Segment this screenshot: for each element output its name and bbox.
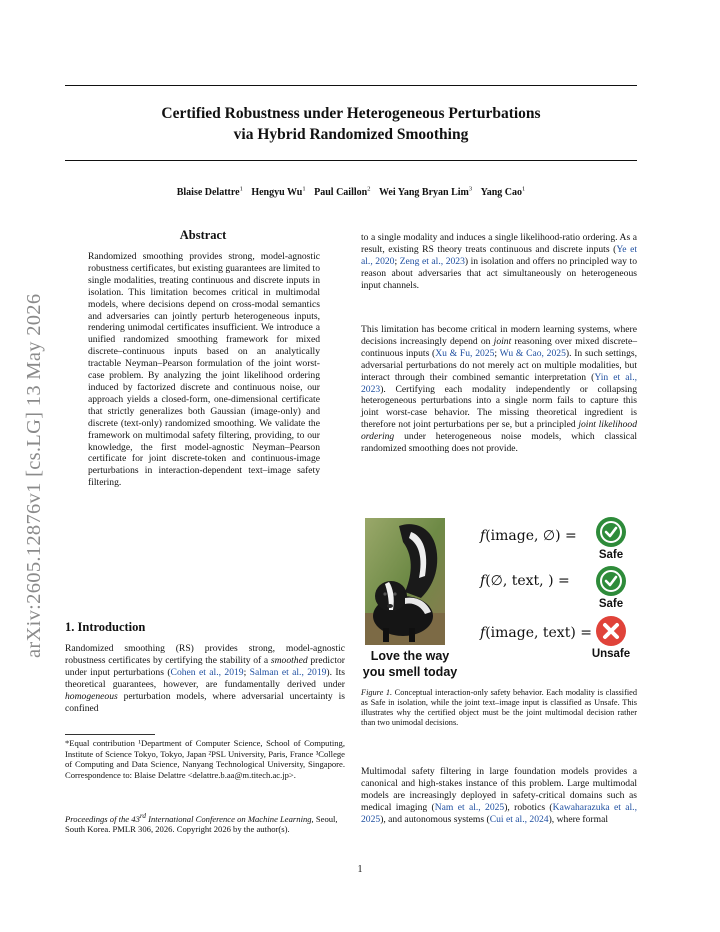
proceedings-note: Proceedings of the 43rd International Conference on Machine Learning, Seoul, South Korea. PMLR 306, 2026. Copyright 2026 by the author(s).: [65, 812, 338, 835]
footnote-rule: [65, 734, 155, 735]
image-caption-line-1: Love the way: [370, 649, 450, 663]
author: Yang Cao$^1$: [480, 186, 526, 199]
paper-title: [65, 103, 637, 145]
image-overlay-caption: [355, 648, 465, 680]
title-line-2: via Hybrid Randomized Smoothing: [233, 126, 469, 143]
citation-link[interactable]: Yin et al., 2023: [361, 371, 637, 395]
figure-caption: Figure 1. Conceptual interaction-only safety behavior. Each modality is classified as Safe in isolation, while the joint text–image input is classified as Unsafe. This illustrates why the certified object must be the joint multimodal decision rather than two unimodal decisions.: [361, 688, 637, 727]
unsafe-label: Unsafe: [591, 648, 631, 660]
citation-link[interactable]: Cui et al., 2024: [489, 813, 549, 825]
affiliation-footnote: *Equal contribution ¹Department of Computer Science, School of Computing, Institute of Science Tokyo, Tokyo, Japan ²PSL University, Paris, France ³College of Computing and Data Science, Nanyang Technological University, Singapore. Correspondence to: Blaise Delattre <delattre.b.aa@m.titech.ac.jp>.: [65, 738, 345, 780]
formula-image-only: f(image, ∅) =: [480, 528, 577, 544]
author: Blaise Delattre$^1$: [176, 186, 243, 199]
safe-check-icon: [595, 565, 627, 597]
skunk-photo: [365, 518, 445, 645]
right-paragraph-3: Multimodal safety filtering in large foundation models provides a canonical and high-stakes instance of this problem. Large multimodal models are increasingly deployed in safety-critical domains such as medical imaging (Nam et al., 2025), robotics (Kawaharazuka et al., 2025), and autonomous systems (Cui et al., 2024), where formal: [361, 766, 637, 825]
intro-paragraph: Randomized smoothing (RS) provides strong, model-agnostic robustness certificates by certifying the stability of a smoothed predictor under input perturbations (Cohen et al., 2019; Salman et al., 2019). Its theoretical guarantees, however, are fundamentally derived under homogeneous perturbation models, where adversarial uncertainty is confined: [65, 643, 345, 714]
safe-check-icon: [595, 516, 627, 548]
unsafe-x-icon: [595, 615, 627, 647]
formula-text-only: f(∅, text, ) =: [480, 573, 570, 589]
right-paragraph-2: This limitation has become critical in modern learning systems, where decisions increasingly depend on joint reasoning over mixed discrete–continuous inputs (Xu & Fu, 2025; Wu & Cao, 2025). In such settings, adversarial perturbations do not merely act on multiple modalities, but interact through their combined semantic interpretation (Yin et al., 2023). Certifying each modality independently or collapsing heterogeneous perturbations into a single norm fails to capture this joint worst-case behavior. The missing theoretical ingredient is therefore not joint perturbations per se, but a principled joint likelihood ordering under heterogeneous noise models, which classical randomized smoothing does not provide.: [361, 324, 637, 455]
author: Paul Caillon$^2$: [314, 186, 371, 199]
citation-link[interactable]: Cohen et al., 2019: [170, 666, 244, 678]
title-top-rule: [65, 85, 637, 86]
abstract-heading: Abstract: [179, 228, 227, 242]
author-list: [65, 186, 637, 198]
formula-joint: f(image, text) =: [480, 625, 592, 641]
citation-link[interactable]: Zeng et al., 2023: [399, 255, 465, 267]
right-paragraph-1: to a single modality and induces a single likelihood-ratio ordering. As a result, existing RS theory treats continuous and discrete inputs (Ye et al., 2020; Zeng et al., 2023) in isolation and offers no principled way to reason about adversaries that act simultaneously on heterogeneous input channels.: [361, 232, 637, 291]
arxiv-identifier: arXiv:2605.12876v1 [cs.LG] 13 May 2026: [23, 293, 45, 658]
citation-link[interactable]: Ye et al., 2020: [361, 243, 637, 267]
author: Wei Yang Bryan Lim$^3$: [378, 186, 473, 199]
citation-link[interactable]: Xu & Fu, 2025: [435, 347, 495, 359]
title-line-1: Certified Robustness under Heterogeneous Perturbations: [161, 105, 541, 122]
abstract-text: Randomized smoothing provides strong, model-agnostic robustness certificates, but existing guarantees are limited to single modalities, treating continuous and discrete inputs in isolation. This limitation becomes critical in multimodal models, where decisions depend on cross-modal semantics and adversaries can jointly perturb heterogeneous inputs, rendering unimodal certificates insufficient. We introduce a unified randomized smoothing framework for mixed discrete–continuous inputs based on an analytically tractable Neyman–Pearson formulation of the joint worst-case problem. By analyzing the joint likelihood ordering induced by factorized discrete and continuous noise, our approach yields a closed-form, one-dimensional certificate that strictly generalizes both Gaussian (image-only) and discrete (text-only) randomized smoothing. We validate the framework on multimodal safety filtering, providing, to our knowledge, the first model-agnostic Neyman–Pearson certificate for joint discrete-token and continuous-image perturbations in interaction-dependent text–image safety filtering.: [88, 251, 320, 489]
title-bottom-rule: [65, 160, 637, 161]
safe-label: Safe: [598, 549, 624, 561]
citation-link[interactable]: Wu & Cao, 2025: [499, 347, 566, 359]
image-caption-line-2: you smell today: [362, 665, 458, 679]
citation-link[interactable]: Nam et al., 2025: [434, 801, 505, 813]
citation-link[interactable]: Salman et al., 2019: [249, 666, 327, 678]
author: Hengyu Wu$^1$: [251, 186, 306, 199]
citation-link[interactable]: Kawaharazuka et al., 2025: [361, 801, 637, 825]
page-number: 1: [357, 864, 363, 875]
section-heading-introduction: 1. Introduction: [65, 620, 146, 634]
safe-label: Safe: [598, 598, 624, 610]
